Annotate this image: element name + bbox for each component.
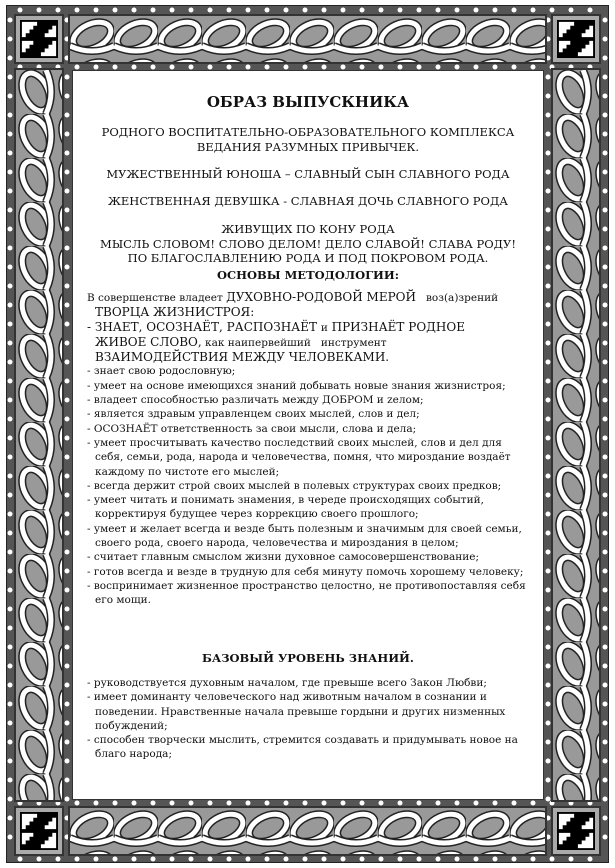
knows-text: ЖИВОЕ СЛОВО,: [95, 334, 202, 349]
list-item: - умеет на основе имеющихся знаний добывать новые знания жизнистроя;: [87, 379, 506, 392]
knows-text: и: [320, 321, 328, 334]
knows-text: ВЗАИМОДЕЙСТВИЯ МЕЖДУ ЧЕЛОВЕКАМИ.: [95, 350, 390, 365]
basic-knowledge-list: [87, 676, 533, 762]
corner-ornament-top-right: [551, 14, 601, 64]
document-page: [72, 70, 544, 800]
intro-emphasis: ТВОРЦА ЖИЗНИСТРОЯ:: [95, 305, 255, 320]
list-item: - ОСОЗНАЁТ ответственность за свои мысли, слова и дела;: [87, 422, 417, 435]
list-item: - воспринимает жизненное пространство целостно, не противопоставляя себя его мощи.: [87, 579, 526, 607]
intro-text: воз(а)зрений: [415, 292, 499, 304]
girl-line: ЖЕНСТВЕННАЯ ДЕВУШКА - СЛАВНАЯ ДОЧЬ СЛАВНОГО РОДА: [107, 194, 509, 208]
page-title: ОБРАЗ ВЫПУСКНИКА: [206, 93, 410, 111]
list-item: - умеет просчитывать качество последствий своих мыслей, слов и дел для себя, семьи, рода, народа и человечества, помня, что мироздание воздаёт каждому по чистоте его мыслей;: [87, 436, 511, 478]
list-item: - способен творчески мыслить, стремится создавать и придумывать новое на благо народа;: [87, 734, 518, 761]
motto: [73, 222, 543, 266]
list-item: - умеет и желает всегда и везде быть полезным и значимым для своей семьи, своего рода, своего народа, человечества и мироздания в целом;: [87, 522, 522, 550]
knows-text: ПРИЗНАЁТ РОДНОЕ: [327, 319, 465, 334]
subtitle-line: РОДНОГО ВОСПИТАТЕЛЬНО-ОБРАЗОВАТЕЛЬНОГО КОМПЛЕКСА: [101, 125, 515, 139]
list-item: - готов всегда и везде в трудную для себя минуту помочь хорошему человеку;: [87, 565, 524, 578]
list-item: - всегда держит строй своих мыслей в полевых структурах своих предков;: [87, 479, 502, 492]
section-heading-methodology: ОСНОВЫ МЕТОДОЛОГИИ:: [216, 268, 399, 282]
list-item: - имеет доминанту человеческого над животным началом в сознании и поведении. Нравственные начала превыше гордыни и других низменных побуждений;: [87, 691, 506, 732]
list-item: - знает свою родословную;: [87, 365, 236, 378]
corner-ornament-top-left: [14, 14, 64, 64]
section-heading-basic-knowledge: БАЗОВЫЙ УРОВЕНЬ ЗНАНИЙ.: [202, 651, 414, 665]
knows-text: как наипервейший инструмент: [201, 336, 387, 349]
motto-line: ПО БЛАГОСЛАВЛЕНИЮ РОДА И ПОД ПОКРОВОМ РОДА.: [127, 251, 489, 265]
methodology-text: [87, 290, 533, 608]
subtitle-line: ВЕДАНИЯ РАЗУМНЫХ ПРИВЫЧЕК.: [196, 140, 420, 154]
knot-band-bottom: [68, 806, 547, 856]
knot-band-top: [68, 14, 547, 64]
list-item: - умеет читать и понимать знамения, в череде происходящих событий, корректируя будущее через коррекцию своего прошлого;: [87, 494, 484, 521]
knot-band-right: [551, 68, 601, 802]
corner-ornament-bottom-left: [14, 806, 64, 856]
corner-ornament-bottom-right: [551, 806, 601, 856]
list-item: - является здравым управленцем своих мыслей, слов и дел;: [87, 408, 420, 421]
list-item: - руководствуется духовным началом, где превыше всего Закон Любви;: [87, 677, 487, 689]
intro-text: В совершенстве владеет: [87, 292, 227, 304]
motto-line: ЖИВУЩИХ ПО КОНУ РОДА: [221, 222, 395, 236]
knows-text: - ЗНАЕТ, ОСОЗНАЁТ, РАСПОЗНАЁТ: [87, 319, 321, 334]
knot-band-left: [14, 68, 64, 802]
motto-line: МЫСЛЬ СЛОВОМ! СЛОВО ДЕЛОМ! ДЕЛО СЛАВОЙ! СЛАВА РОДУ!: [100, 236, 516, 251]
intro-emphasis: ДУХОВНО-РОДОВОЙ МЕРОЙ: [226, 290, 416, 304]
list-item: - считает главным смыслом жизни духовное самосовершенствование;: [87, 551, 480, 564]
subtitle: [73, 125, 543, 155]
list-item: - владеет способностью различать между ДОБРОМ и zелом;: [87, 394, 424, 407]
youth-line: МУЖЕСТВЕННЫЙ ЮНОША – СЛАВНЫЙ СЫН СЛАВНОГО РОДА: [106, 167, 510, 181]
